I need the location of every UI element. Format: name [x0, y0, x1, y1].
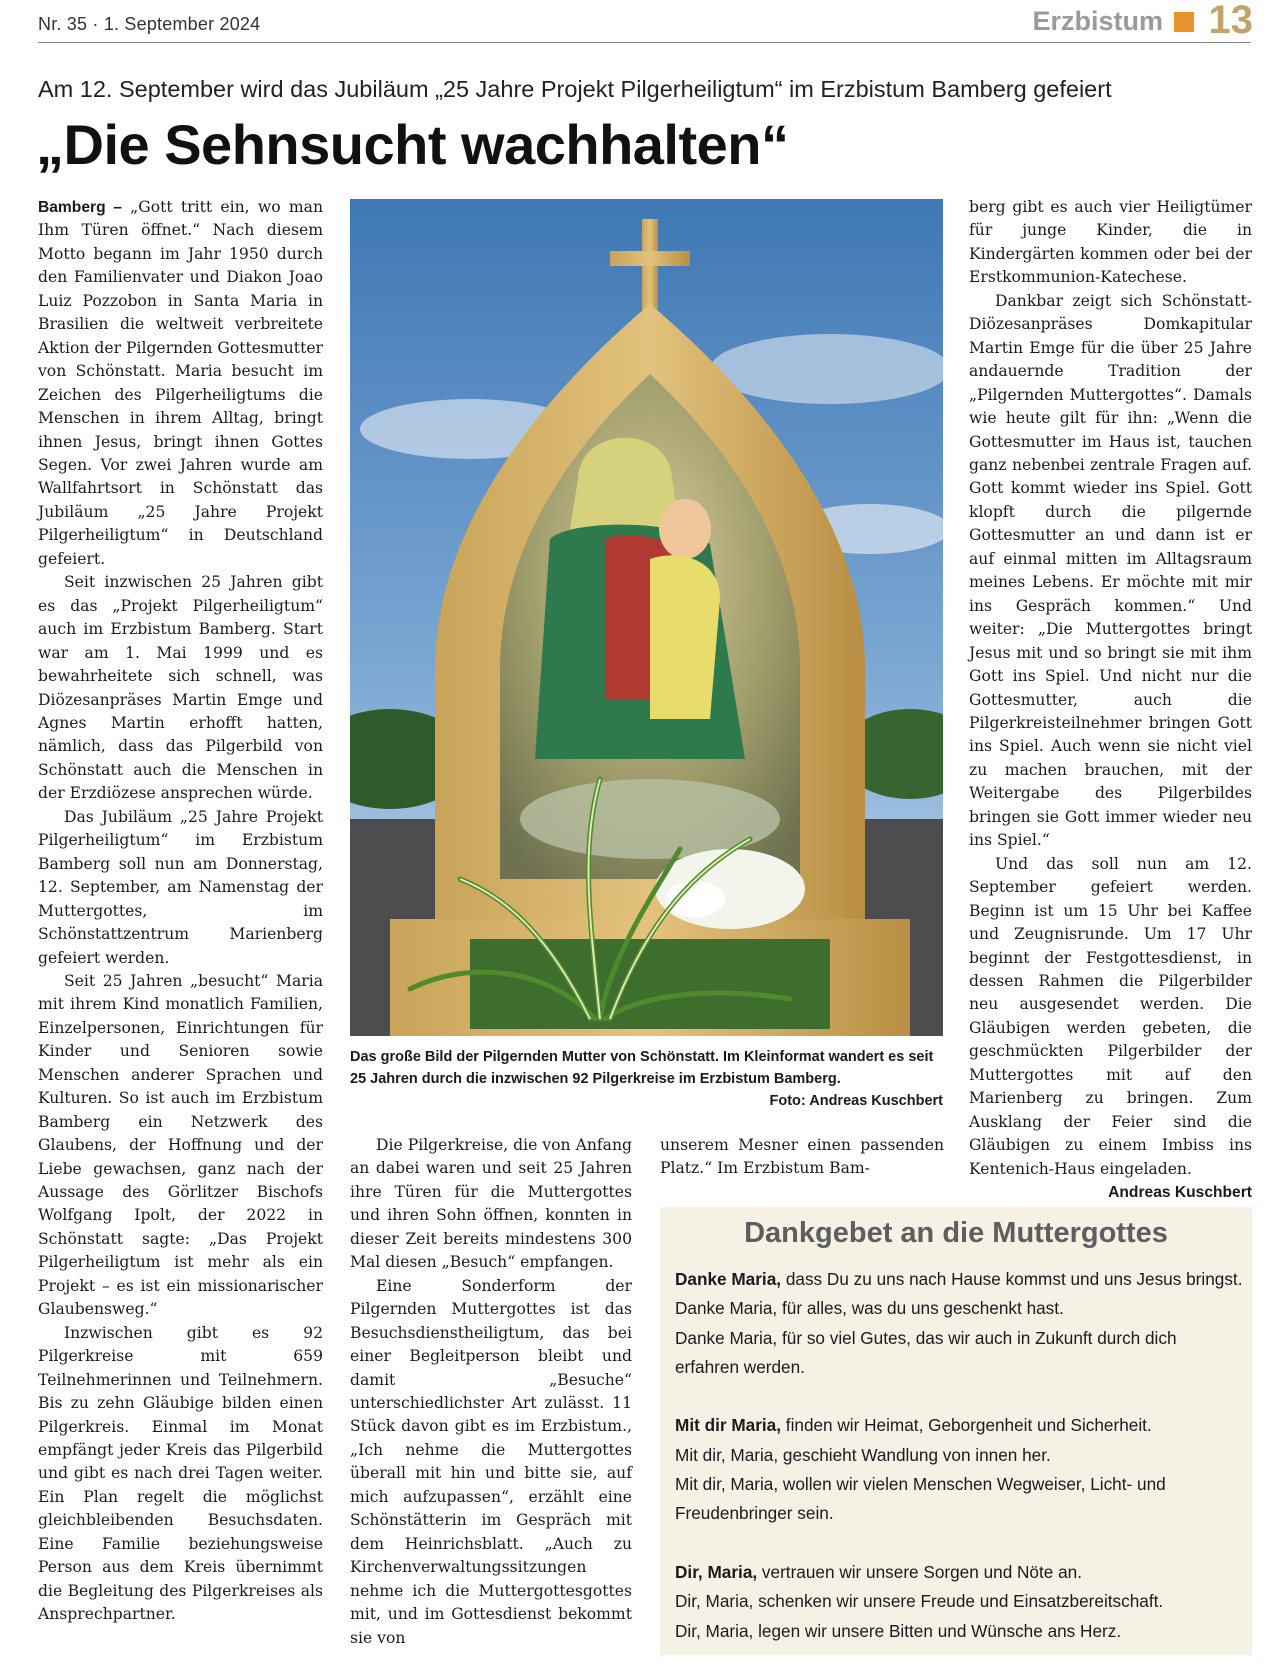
paragraph: Seit 25 Jahren „besucht“ Maria mit ihrem Kind monatlich Familien, Einzelpersonen, Einrichtungen für Kinder und Senioren sowie Menschen anderer Sprachen und Kulturen. So ist auch im Erzbistum Bamberg ein Netzwerk des Glaubens, der Hoffnung und der Liebe gewachsen, ganz nach der Aussage des Görlitzer Bischofs Wolfgang Ipolt, der 2022 in Schönstatt sagte: „Das Projekt Pilgerheiligtum ist mehr als ein Projekt – es ist ein missionarischer Glaubensweg.“	[38, 971, 323, 1319]
article-photo	[350, 199, 943, 1036]
article-column-1	[38, 196, 323, 1627]
prayer-line	[675, 1265, 1245, 1294]
section-marker-square	[1174, 12, 1194, 32]
paragraph: Seit inzwischen 25 Jahren gibt es das „Projekt Pilgerheiligtum“ auch im Erzbistum Bamberg. Start war am 1. Mai 1999 und es bewahrheitete sich schnell, was Diözesanpräses Martin Emge und Agnes Martin erhofft hatten, nämlich, dass das Pilgerbild von Schönstatt auch die Menschen in der Erzdiözese ansprechen würde.	[38, 573, 323, 803]
prayer-title: Dankgebet an die Muttergottes	[744, 1217, 1168, 1249]
prayer-line: Mit dir, Maria, geschieht Wandlung von innen her.	[675, 1444, 1051, 1465]
prayer-line-text: finden wir Heimat, Geborgenheit und Sicherheit.	[781, 1415, 1152, 1436]
issue-info: Nr. 35 · 1. September 2024	[38, 14, 261, 34]
photo-caption	[350, 1046, 943, 1112]
prayer-line: Dir, Maria, legen wir unsere Bitten und Wünsche ans Herz.	[675, 1620, 1122, 1641]
prayer-spacer	[675, 1382, 1245, 1411]
article-kicker: Am 12. September wird das Jubiläum „25 Jahre Projekt Pilgerheiligtum“ im Erzbistum Bamberg gefeiert	[38, 76, 1112, 102]
article-column-4	[969, 196, 1252, 1204]
paragraph: Die Pilgerkreise, die von Anfang an dabei waren und seit 25 Jahren ihre Türen für die Muttergottes und ihren Sohn öffnen, konnten in dieser Zeit bereits mindestens 300 Mal diesen „Besuch“ empfangen.	[350, 1136, 632, 1272]
prayer-line-text: dass Du zu uns nach Hause kommst und uns Jesus bringst.	[781, 1269, 1243, 1289]
article-column-3	[660, 1134, 944, 1181]
paragraph-text: „Gott tritt ein, wo man Ihm Türen öffnet.“ Nach diesem Motto begann im Jahr 1950 durch den Familienvater und Diakon Joao Luiz Pozzobon in Santa Maria in Brasilien die weltweit verbreitete Aktion der Pilgernden Gottesmutter von Schönstatt. Maria besucht im Zeichen des Pilgerheiligtums die Menschen in ihrem Alltag, bringt ihnen Jesus, bringt ihnen Gottes Segen. Vor zwei Jahren wurde am Wallfahrtsort in Schönstatt das Jubiläum „25 Jahre Projekt Pilgerheiligtum“ in Deutschland gefeiert.	[38, 198, 324, 568]
article-headline: „Die Sehnsucht wachhalten“	[36, 113, 789, 176]
prayer-line-lead: Danke Maria,	[675, 1269, 782, 1289]
dateline: Bamberg –	[38, 199, 122, 216]
prayer-text	[675, 1265, 1245, 1646]
header-divider	[38, 42, 1251, 43]
prayer-box	[660, 1207, 1252, 1655]
paragraph: Das Jubiläum „25 Jahre Projekt Pilgerheiligtum“ im Erzbistum Bamberg soll nun am Donnerstag, 12. September, am Namenstag der Muttergottes, im Schönstattzentrum Marienberg gefeiert werden.	[38, 807, 323, 967]
paragraph: berg gibt es auch vier Heiligtümer für junge Kinder, die in Kindergärten kommen oder bei der Erstkommunion-Katechese.	[969, 198, 1252, 287]
page-number: 13	[1208, 0, 1253, 42]
paragraph: Eine Sonderform der Pilgernden Muttergottes ist das Besuchsdienstheiligtum, das bei einer Begleitperson bleibt und damit „Besuche“ unterschiedlichster Art zulässt. 11 Stück davon gibt es im Erzbistum., „Ich nehme die Muttergottes überall mit hin und bitte sie, auf mich aufzupassen“, erzählt eine Schönstätterin im Gespräch mit dem Heinrichsblatt. „Auch zu Kirchenverwaltungssitzungen nehme ich die Muttergottesgottes mit, und im Gottesdienst bekommt sie von	[350, 1276, 632, 1647]
prayer-line: Danke Maria, für alles, was du uns geschenkt hast.	[675, 1298, 1064, 1319]
prayer-line-text: vertrauen wir unsere Sorgen und Nöte an.	[757, 1561, 1082, 1582]
pilgrim-shrine-photo	[350, 199, 943, 1036]
article-column-2	[350, 1134, 632, 1650]
prayer-line	[675, 1411, 1245, 1440]
prayer-line: Dir, Maria, schenken wir unsere Freude und Einsatzbereitschaft.	[675, 1591, 1164, 1612]
paragraph	[38, 196, 323, 571]
prayer-line	[675, 1558, 1245, 1587]
prayer-line: Mit dir, Maria, wollen wir vielen Menschen Wegweiser, Licht- und Freudenbringer sein.	[675, 1474, 1166, 1524]
paragraph: Dankbar zeigt sich Schönstatt-Diözesanpräses Domkapitular Martin Emge für die über 25 Jahre andauernde Tradition der „Pilgernden Muttergottes“. Damals wie heute gilt für ihn: „Wenn die Gottesmutter im Haus ist, tauchen ganz nebenbei zentrale Fragen auf. Gott kommt wieder ins Spiel. Gott klopft durch die pilgernde Gottesmutter an und dann ist er auf einmal mitten im Alltagsraum meines Lebens. Er möchte mit mir ins Gespräch kommen.“ Und weiter: „Die Muttergottes bringt Jesus mit und so bringt sie mit ihm Gott ins Spiel. Und nicht nur die Gottesmutter, auch die Pilgerkreisteilnehmer bringen Gott ins Spiel. Auch wenn sie nicht viel zu machen brauchen, mit der Weitergabe des Pilgerbildes bringen sie Gott immer wieder neu ins Spiel.“	[969, 291, 1252, 850]
photo-credit: Foto: Andreas Kuschbert	[769, 1093, 943, 1109]
author-byline: Andreas Kuschbert	[1108, 1184, 1252, 1202]
paragraph: unserem Mesner einen passenden Platz.“ Im Erzbistum Bam-	[660, 1136, 944, 1178]
caption-text: Das große Bild der Pilgernden Mutter von Schönstatt. Im Kleinformat wandert es seit 25 Jahren durch die inzwischen 92 Pilgerkreise im Erzbistum Bamberg.	[350, 1049, 934, 1087]
prayer-line-lead: Mit dir Maria,	[675, 1415, 782, 1436]
prayer-spacer	[675, 1529, 1245, 1558]
section-title: Erzbistum	[1032, 6, 1163, 36]
paragraph: Und das soll nun am 12. September gefeiert werden. Beginn ist um 15 Uhr bei Kaffee und Zeugnisrunde. Um 17 Uhr beginnt der Festgottesdienst, in dessen Rahmen die Pilgerbilder neu ausgesendet werden. Die Gläubigen werden gebeten, die geschmückten Pilgerbilder der Muttergottes mit auf den Marienberg zu bringen. Zum Ausklang der Feier sind die Gläubigen zu einem Imbiss ins Kentenich-Haus eingeladen.	[969, 854, 1252, 1178]
prayer-line-lead: Dir, Maria,	[675, 1561, 758, 1582]
prayer-line: Danke Maria, für so viel Gutes, das wir auch in Zukunft durch dich erfahren werden.	[675, 1327, 1177, 1377]
paragraph: Inzwischen gibt es 92 Pilgerkreise mit 659 Teilnehmerinnen und Teilnehmern. Bis zu zehn Gläubige bilden einen Pilgerkreis. Einmal im Monat empfängt jeder Kreis das Pilgerbild und gibt es nach drei Tagen weiter. Ein Plan regelt die möglichst gleichbleibenden Besuchsdaten. Eine Familie beziehungsweise Person aus dem Kreis übernimmt die Begleitung des Pilgerkreises als Ansprechpartner.	[38, 1323, 323, 1624]
